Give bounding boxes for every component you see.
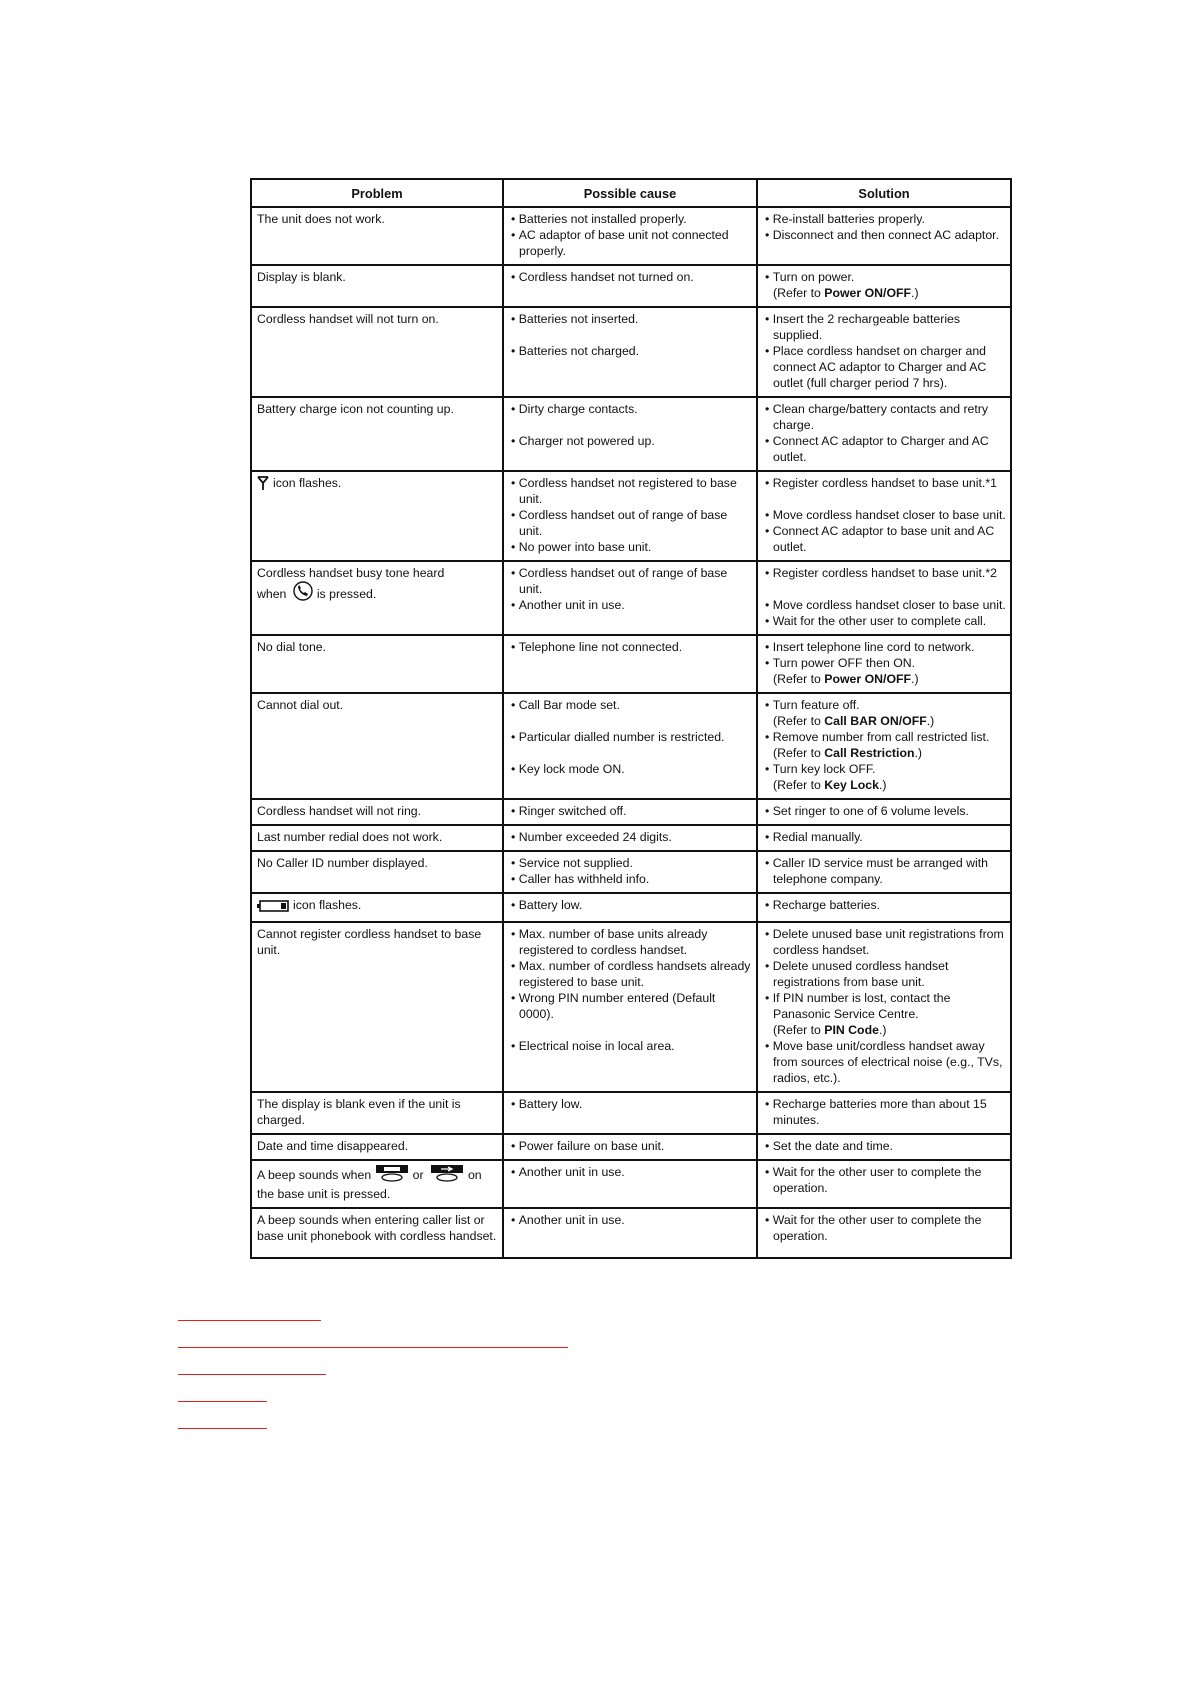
cause-cell (503, 922, 757, 1092)
problem-cell: Cannot register cordless handset to base unit. (251, 922, 503, 1092)
solution-item: • Connect AC adaptor to Charger and AC outlet. (763, 433, 1006, 465)
cause-item: • Batteries not inserted. (509, 311, 752, 327)
solution-reference: (Refer to Key Lock.) (773, 778, 887, 792)
cause-item: • Particular dialled number is restricted. (509, 729, 752, 745)
cause-item: • Dirty charge contacts. (509, 401, 752, 417)
solution-item: • Turn feature off. (763, 697, 1006, 713)
cause-cell (503, 265, 757, 307)
solution-item: • Wait for the other user to complete the operation. (763, 1164, 1006, 1196)
cause-cell (503, 825, 757, 851)
transfer-key-icon (430, 1164, 464, 1186)
cause-item: • Cordless handset out of range of base unit. (509, 565, 752, 597)
cause-cell (503, 1160, 757, 1208)
table-header-row (251, 179, 1011, 207)
solution-cell (757, 1208, 1011, 1258)
cause-item: • Call Bar mode set. (509, 697, 752, 713)
battery-empty-icon (257, 900, 289, 916)
cause-item: • Another unit in use. (509, 1164, 752, 1180)
problem-cell: The display is blank even if the unit is charged. (251, 1092, 503, 1134)
solution-cell (757, 922, 1011, 1092)
solution-reference: (Refer to Power ON/OFF.) (773, 672, 919, 686)
solution-cell (757, 397, 1011, 471)
footer-link[interactable] (178, 1347, 568, 1348)
cause-cell (503, 207, 757, 265)
solution-item: • Set ringer to one of 6 volume levels. (763, 803, 1006, 819)
problem-cell: Cordless handset busy tone heard when is pressed. (251, 561, 503, 635)
table-row (251, 922, 1011, 1092)
solution-cell (757, 799, 1011, 825)
talk-phone-icon (293, 581, 313, 605)
cause-item: • Power failure on base unit. (509, 1138, 752, 1154)
problem-cell: icon flashes. (251, 471, 503, 561)
solution-item: • Turn key lock OFF. (763, 761, 1006, 777)
intercom-key-icon (375, 1164, 409, 1186)
table-row (251, 207, 1011, 265)
cause-item: • Cordless handset out of range of base unit. (509, 507, 752, 539)
solution-item: • Re-install batteries properly. (763, 211, 1006, 227)
cause-item: • Another unit in use. (509, 597, 752, 613)
table-row (251, 893, 1011, 922)
table-row (251, 1092, 1011, 1134)
solution-item: • Clean charge/battery contacts and retry charge. (763, 401, 1006, 433)
problem-cell: No Caller ID number displayed. (251, 851, 503, 893)
solution-cell (757, 693, 1011, 799)
cause-item: • Another unit in use. (509, 1212, 752, 1228)
solution-item: • Recharge batteries. (763, 897, 1006, 913)
solution-item: • Turn power OFF then ON. (763, 655, 1006, 671)
table-row (251, 825, 1011, 851)
solution-item: • Place cordless handset on charger and connect AC adaptor to Charger and AC outlet (full charger period 7 hrs). (763, 343, 1006, 391)
cause-cell (503, 799, 757, 825)
cause-cell (503, 561, 757, 635)
solution-item: • Move base unit/cordless handset away from sources of electrical noise (e.g., TVs, radios, etc.). (763, 1038, 1006, 1086)
footer-link[interactable] (178, 1320, 321, 1321)
solution-cell (757, 561, 1011, 635)
header-problem: Problem (251, 179, 503, 207)
table-row (251, 1134, 1011, 1160)
solution-cell (757, 1134, 1011, 1160)
solution-item: • Disconnect and then connect AC adaptor. (763, 227, 1006, 243)
cause-item: • Cordless handset not registered to base unit. (509, 475, 752, 507)
solution-item: • Remove number from call restricted list. (763, 729, 1006, 745)
header-solution: Solution (757, 179, 1011, 207)
table-row (251, 799, 1011, 825)
cause-item: • Wrong PIN number entered (Default 0000). (509, 990, 752, 1022)
table-row (251, 851, 1011, 893)
cause-item: • Service not supplied. (509, 855, 752, 871)
solution-item: • Set the date and time. (763, 1138, 1006, 1154)
solution-cell (757, 893, 1011, 922)
solution-item: • If PIN number is lost, contact the Panasonic Service Centre. (763, 990, 1006, 1022)
cause-cell (503, 693, 757, 799)
cause-cell (503, 1092, 757, 1134)
problem-cell: Battery charge icon not counting up. (251, 397, 503, 471)
solution-item: • Turn on power. (763, 269, 1006, 285)
solution-item: • Insert telephone line cord to network. (763, 639, 1006, 655)
cause-item: • Battery low. (509, 897, 752, 913)
solution-item: • Redial manually. (763, 829, 1006, 845)
cause-item: • AC adaptor of base unit not connected properly. (509, 227, 752, 259)
cause-item: • Ringer switched off. (509, 803, 752, 819)
cause-cell (503, 471, 757, 561)
footer-link[interactable] (178, 1401, 267, 1402)
cause-item: • Caller has withheld info. (509, 871, 752, 887)
footer-link[interactable] (178, 1374, 326, 1375)
problem-cell: Last number redial does not work. (251, 825, 503, 851)
cause-item: • Batteries not charged. (509, 343, 752, 359)
table-row (251, 635, 1011, 693)
antenna-icon (257, 476, 269, 494)
problem-cell: Display is blank. (251, 265, 503, 307)
solution-item: • Delete unused cordless handset registrations from base unit. (763, 958, 1006, 990)
cause-cell (503, 851, 757, 893)
table-row (251, 561, 1011, 635)
cause-cell (503, 1208, 757, 1258)
cause-item: • Battery low. (509, 1096, 752, 1112)
cause-cell (503, 893, 757, 922)
solution-reference: (Refer to Power ON/OFF.) (773, 286, 919, 300)
table-row (251, 307, 1011, 397)
problem-cell: Cordless handset will not turn on. (251, 307, 503, 397)
problem-cell: Cannot dial out. (251, 693, 503, 799)
problem-cell: Date and time disappeared. (251, 1134, 503, 1160)
footer-link[interactable] (178, 1428, 267, 1429)
cause-item: • Telephone line not connected. (509, 639, 752, 655)
solution-cell (757, 825, 1011, 851)
troubleshooting-table (250, 178, 1012, 1259)
solution-cell (757, 635, 1011, 693)
cause-cell (503, 1134, 757, 1160)
solution-reference: (Refer to Call Restriction.) (773, 746, 922, 760)
solution-item: • Move cordless handset closer to base unit. (763, 507, 1006, 523)
table-row (251, 1160, 1011, 1208)
problem-cell: A beep sounds when or on the base unit is pressed. (251, 1160, 503, 1208)
problem-cell: A beep sounds when entering caller list or base unit phonebook with cordless handset. (251, 1208, 503, 1258)
cause-item: • Batteries not installed properly. (509, 211, 752, 227)
problem-cell: No dial tone. (251, 635, 503, 693)
solution-item: • Register cordless handset to base unit.*1 (763, 475, 1006, 491)
cause-item: • Max. number of cordless handsets already registered to base unit. (509, 958, 752, 990)
table-row (251, 265, 1011, 307)
cause-cell (503, 397, 757, 471)
cause-item: • No power into base unit. (509, 539, 752, 555)
solution-cell (757, 851, 1011, 893)
cause-item: • Key lock mode ON. (509, 761, 752, 777)
cause-item: • Max. number of base units already registered to cordless handset. (509, 926, 752, 958)
cause-item: • Charger not powered up. (509, 433, 752, 449)
solution-reference: (Refer to PIN Code.) (773, 1023, 887, 1037)
problem-cell: Cordless handset will not ring. (251, 799, 503, 825)
solution-cell (757, 265, 1011, 307)
solution-item: • Caller ID service must be arranged with telephone company. (763, 855, 1006, 887)
footer-link-list (178, 1320, 568, 1455)
solution-cell (757, 471, 1011, 561)
solution-cell (757, 1160, 1011, 1208)
solution-reference: (Refer to Call BAR ON/OFF.) (773, 714, 935, 728)
solution-cell (757, 307, 1011, 397)
cause-cell (503, 635, 757, 693)
problem-cell: icon flashes. (251, 893, 503, 922)
cause-item: • Number exceeded 24 digits. (509, 829, 752, 845)
solution-item: • Wait for the other user to complete the operation. (763, 1212, 1006, 1244)
solution-item: • Register cordless handset to base unit.*2 (763, 565, 1006, 581)
solution-item: • Wait for the other user to complete call. (763, 613, 1006, 629)
solution-item: • Insert the 2 rechargeable batteries supplied. (763, 311, 1006, 343)
table-row (251, 693, 1011, 799)
solution-item: • Recharge batteries more than about 15 minutes. (763, 1096, 1006, 1128)
table-row (251, 471, 1011, 561)
solution-cell (757, 1092, 1011, 1134)
cause-item: • Cordless handset not turned on. (509, 269, 752, 285)
table-row (251, 1208, 1011, 1258)
problem-cell: The unit does not work. (251, 207, 503, 265)
solution-cell (757, 207, 1011, 265)
solution-item: • Move cordless handset closer to base unit. (763, 597, 1006, 613)
table-row (251, 397, 1011, 471)
solution-item: • Connect AC adaptor to base unit and AC outlet. (763, 523, 1006, 555)
header-possible-cause: Possible cause (503, 179, 757, 207)
cause-cell (503, 307, 757, 397)
solution-item: • Delete unused base unit registrations from cordless handset. (763, 926, 1006, 958)
cause-item: • Electrical noise in local area. (509, 1038, 752, 1054)
